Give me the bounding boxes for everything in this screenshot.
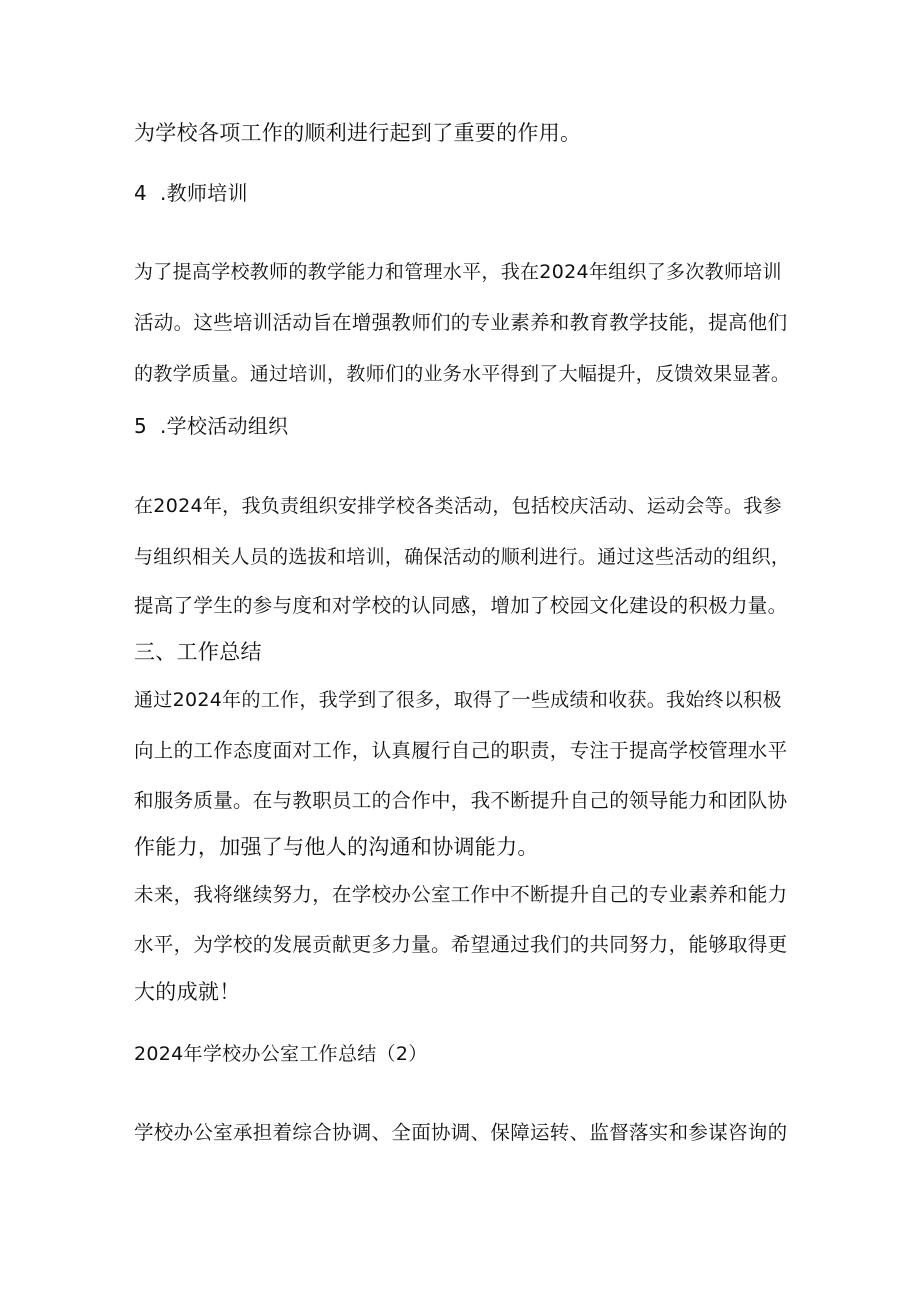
- summary-para1-line-1: 通过2024年的工作，我学到了很多，取得了一些成绩和收获。我始终以积极: [134, 689, 782, 711]
- summary-para1-line-4: 作能力，加强了与他人的沟通和协调能力。: [134, 835, 539, 859]
- summary-para2-line-2: 水平，为学校的发展贡献更多力量。希望通过我们的共同努力，能够取得更: [134, 933, 788, 956]
- summary-para2-line-3: 大的成就！: [134, 980, 241, 1004]
- section-5-title: .学校活动组织: [160, 414, 289, 438]
- section-5-number: 5: [134, 414, 148, 438]
- section-4-title: .教师培训: [160, 181, 248, 205]
- section-5-line-1: 在2024年，我负责组织安排学校各类活动，包括校庆活动、运动会等。我参: [134, 495, 782, 517]
- summary-para2-line-1: 未来，我将继续努力，在学校办公室工作中不断提升自己的专业素养和能力: [134, 883, 788, 906]
- section-4-number: 4: [134, 181, 148, 205]
- summary-title: 三、工作总结: [134, 640, 262, 664]
- next-section-title: 2024年学校办公室工作总结（2）: [134, 1043, 428, 1065]
- section-5-heading: [134, 411, 288, 441]
- section-4-heading: [134, 178, 248, 208]
- summary-para1-line-3: 和服务质量。在与教职员工的合作中，我不断提升自己的领导能力和团队协: [134, 789, 788, 812]
- section-5-line-3: 提高了学生的参与度和对学校的认同感，增加了校园文化建设的积极力量。: [134, 594, 788, 617]
- intro-paragraph-tail: 为学校各项工作的顺利进行起到了重要的作用。: [134, 121, 582, 145]
- summary-para1-line-2: 向上的工作态度面对工作，认真履行自己的职责，专注于提高学校管理水平: [134, 739, 788, 762]
- next-paragraph-line-1: 学校办公室承担着综合协调、全面协调、保障运转、监督落实和参谋咨询的: [134, 1121, 788, 1144]
- section-4-line-2: 活动。这些培训活动旨在增强教师们的专业素养和教育教学技能，提高他们: [134, 311, 788, 334]
- section-4-line-1: 为了提高学校教师的教学能力和管理水平，我在2024年组织了多次教师培训: [134, 261, 782, 283]
- section-5-line-2: 与组织相关人员的选拔和培训，确保活动的顺利进行。通过这些活动的组织，: [134, 546, 791, 568]
- section-4-line-3: 的教学质量。通过培训，教师们的业务水平得到了大幅提升，反馈效果显著。: [134, 363, 791, 385]
